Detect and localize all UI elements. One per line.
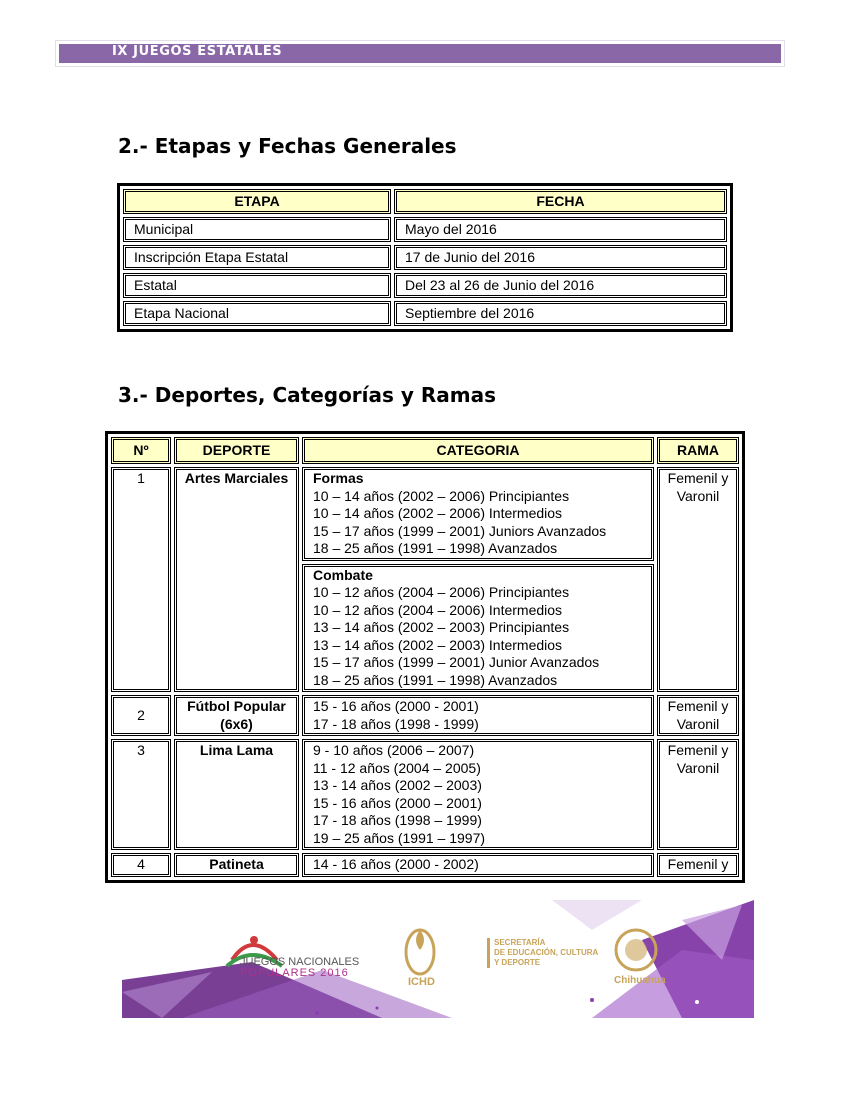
table-header-row (111, 437, 739, 464)
chihuahua-seal-icon (625, 939, 647, 961)
juegos-logo (240, 957, 359, 979)
section-title-etapas: 2.- Etapas y Fechas Generales (118, 134, 457, 158)
column-header-no: Nº (111, 437, 171, 464)
dot (695, 1000, 699, 1004)
category-group-title: Formas (313, 470, 364, 486)
table-row (111, 467, 739, 561)
category-group-title: Combate (313, 566, 373, 583)
category-line: 17 - 18 años (1998 - 1999) (313, 715, 479, 732)
category-line: 13 - 14 años (2002 – 2003) (313, 777, 482, 793)
number-cell: 1 (111, 467, 171, 692)
chihuahua-logo: Chihuahua (614, 975, 666, 986)
fecha-cell: Septiembre del 2016 (394, 301, 727, 326)
number-cell: 4 (111, 853, 171, 877)
rama-line: Femenil y (667, 698, 729, 714)
ichd-logo: ICHD (408, 976, 435, 988)
logo-line: Y DEPORTE (494, 958, 541, 967)
fecha-cell: 17 de Junio del 2016 (394, 245, 727, 270)
category-line: 18 – 25 años (1991 – 1998) Avanzados (313, 540, 558, 556)
etapa-cell: Inscripción Etapa Estatal (123, 245, 391, 270)
column-header-categoria: CATEGORIA (302, 437, 654, 464)
category-line: 13 – 14 años (2002 – 2003) Intermedios (313, 636, 563, 653)
category-line: 9 - 10 años (2006 – 2007) (313, 742, 475, 758)
category-line: 11 - 12 años (2004 – 2005) (313, 759, 481, 776)
dot (376, 1007, 379, 1010)
table-row (123, 217, 727, 242)
table-row (111, 739, 739, 850)
dot (590, 998, 594, 1002)
footer-decoration (122, 900, 754, 1018)
ichd-logo-icon (416, 930, 424, 950)
rama-cell: Femenil y (657, 853, 739, 877)
purple-shape (552, 900, 642, 930)
rama-line: Varonil (676, 715, 720, 732)
sport-cell: Lima Lama (174, 739, 299, 850)
rama-line: Femenil y (667, 470, 729, 486)
dot (315, 1011, 319, 1015)
etapa-cell: Etapa Nacional (123, 301, 391, 326)
etapa-cell: Estatal (123, 273, 391, 298)
sport-cell: Patineta (174, 853, 299, 877)
category-cell (302, 739, 654, 850)
logo-line: DE EDUCACIÓN, CULTURA (494, 948, 599, 957)
table-row (111, 695, 739, 736)
rama-cell (657, 467, 739, 692)
category-line: 18 – 25 años (1991 – 1998) Avanzados (313, 671, 558, 688)
category-line: 13 – 14 años (2002 – 2003) Principiantes (313, 619, 570, 635)
category-line: 10 – 12 años (2004 – 2006) Principiantes (313, 584, 570, 600)
table-row (123, 273, 727, 298)
fecha-cell: Del 23 al 26 de Junio del 2016 (394, 273, 727, 298)
category-cell (302, 564, 654, 693)
table-row (111, 853, 739, 877)
section-title-deportes: 3.- Deportes, Categorías y Ramas (118, 383, 497, 407)
rama-line: Varonil (676, 759, 720, 776)
etapa-cell: Municipal (123, 217, 391, 242)
etapas-table (117, 183, 733, 332)
category-line: 15 - 16 años (2000 – 2001) (313, 794, 482, 811)
footer-banner (122, 900, 754, 1018)
category-line: 15 – 17 años (1999 – 2001) Junior Avanzados (313, 654, 600, 670)
column-header-fecha: FECHA (394, 189, 727, 214)
category-line: 10 – 14 años (2002 – 2006) Intermedios (313, 505, 563, 521)
category-cell: 14 - 16 años (2000 - 2002) (302, 853, 654, 877)
table-header-row (123, 189, 727, 214)
secretaria-logo-icon (487, 938, 490, 968)
juegos-logo-icon (250, 936, 258, 944)
deportes-table (105, 431, 745, 883)
column-header-rama: RAMA (657, 437, 739, 464)
category-cell (302, 467, 654, 561)
logo-line: POPULARES 2016 (240, 967, 349, 979)
category-line: 15 – 17 años (1999 – 2001) Juniors Avanzados (313, 522, 607, 539)
column-header-etapa: ETAPA (123, 189, 391, 214)
header-title: IX JUEGOS ESTATALES (112, 44, 283, 59)
fecha-cell: Mayo del 2016 (394, 217, 727, 242)
rama-cell (657, 739, 739, 850)
table-row (123, 245, 727, 270)
category-line: 19 – 25 años (1991 – 1997) (313, 829, 486, 846)
sport-line: Fútbol Popular (187, 698, 286, 714)
column-header-deporte: DEPORTE (174, 437, 299, 464)
category-line: 17 - 18 años (1998 – 1999) (313, 812, 482, 828)
category-line: 15 - 16 años (2000 - 2001) (313, 698, 479, 714)
sport-line: (6x6) (220, 715, 253, 732)
sport-cell (174, 695, 299, 736)
secretaria-logo (494, 938, 598, 968)
sport-cell: Artes Marciales (174, 467, 299, 692)
number-cell: 3 (111, 739, 171, 850)
rama-line: Femenil y (667, 742, 729, 758)
logo-line: JUEGOS NACIONALES (240, 956, 360, 968)
rama-line: Varonil (676, 487, 720, 504)
category-line: 10 – 14 años (2002 – 2006) Principiantes (313, 487, 570, 504)
category-cell (302, 695, 654, 736)
table-row (123, 301, 727, 326)
category-line: 10 – 12 años (2004 – 2006) Intermedios (313, 601, 563, 618)
logo-line: SECRETARÍA (494, 938, 546, 947)
rama-cell (657, 695, 739, 736)
number-cell: 2 (111, 695, 171, 736)
